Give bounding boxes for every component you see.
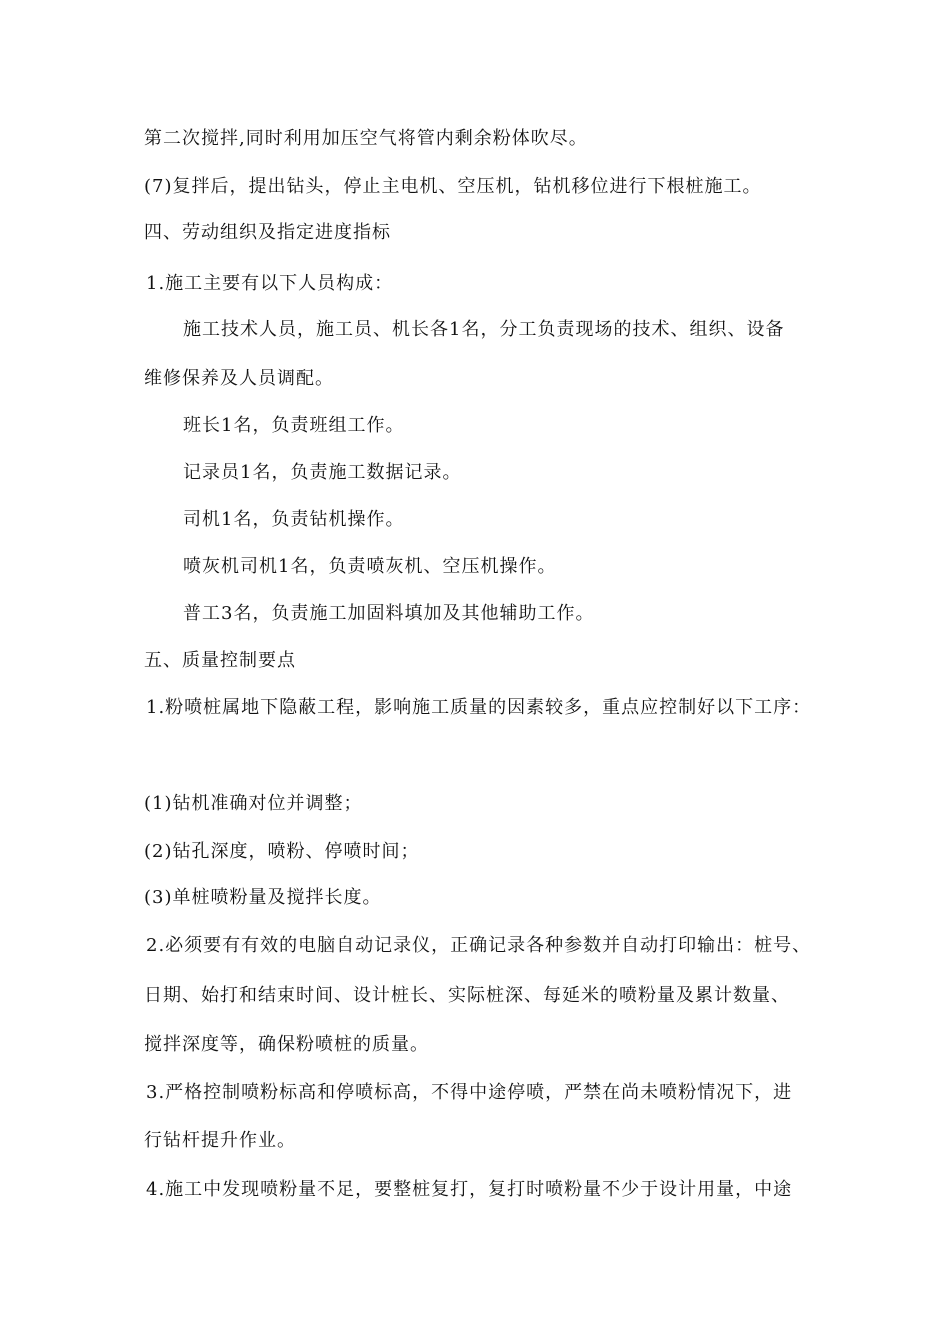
staff-item-recorder: 记录员1名，负责施工数据记录。 [183,462,462,483]
list-item-4: 4.施工中发现喷粉量不足，要整桩复打，复打时喷粉量不少于设计用量，中途 [146,1179,793,1200]
sub-item-1: (1)钻机准确对位并调整； [144,793,363,814]
list-item-1: 1.粉喷桩属地下隐蔽工程，影响施工质量的因素较多，重点应控制好以下工序： [146,697,812,718]
section-heading-quality: 五、质量控制要点 [144,650,296,671]
paragraph-line: 施工技术人员，施工员、机长各1名，分工负责现场的技术、组织、设备 [183,319,785,340]
list-item-3: 3.严格控制喷粉标高和停喷标高，不得中途停喷，严禁在尚未喷粉情况下，进 [146,1082,793,1103]
list-item-1: 1.施工主要有以下人员构成： [146,273,394,294]
staff-item-laborers: 普工3名，负责施工加固料填加及其他辅助工作。 [183,603,595,624]
section-heading-labor: 四、劳动组织及指定进度指标 [144,222,391,243]
list-item-2: 2.必须要有有效的电脑自动记录仪，正确记录各种参数并自动打印输出：桩号、 [146,935,812,956]
staff-item-sprayer-driver: 喷灰机司机1名，负责喷灰机、空压机操作。 [183,556,557,577]
paragraph-line: 日期、始打和结束时间、设计桩长、实际桩深、每延米的喷粉量及累计数量、 [144,985,790,1006]
paragraph-line: 维修保养及人员调配。 [144,368,334,389]
staff-item-team-leader: 班长1名，负责班组工作。 [183,415,405,436]
sub-item-2: (2)钻孔深度，喷粉、停喷时间； [144,841,420,862]
staff-item-driver: 司机1名，负责钻机操作。 [183,509,405,530]
paragraph-line: 行钻杆提升作业。 [144,1130,296,1151]
paragraph-line: 搅拌深度等，确保粉喷桩的质量。 [144,1034,429,1055]
sub-item-3: (3)单桩喷粉量及搅拌长度。 [144,887,382,908]
step-7-line: (7)复拌后，提出钻头，停止主电机、空压机，钻机移位进行下根桩施工。 [144,176,762,197]
paragraph-line: 第二次搅拌,同时利用加压空气将管内剩余粉体吹尽。 [144,128,588,149]
